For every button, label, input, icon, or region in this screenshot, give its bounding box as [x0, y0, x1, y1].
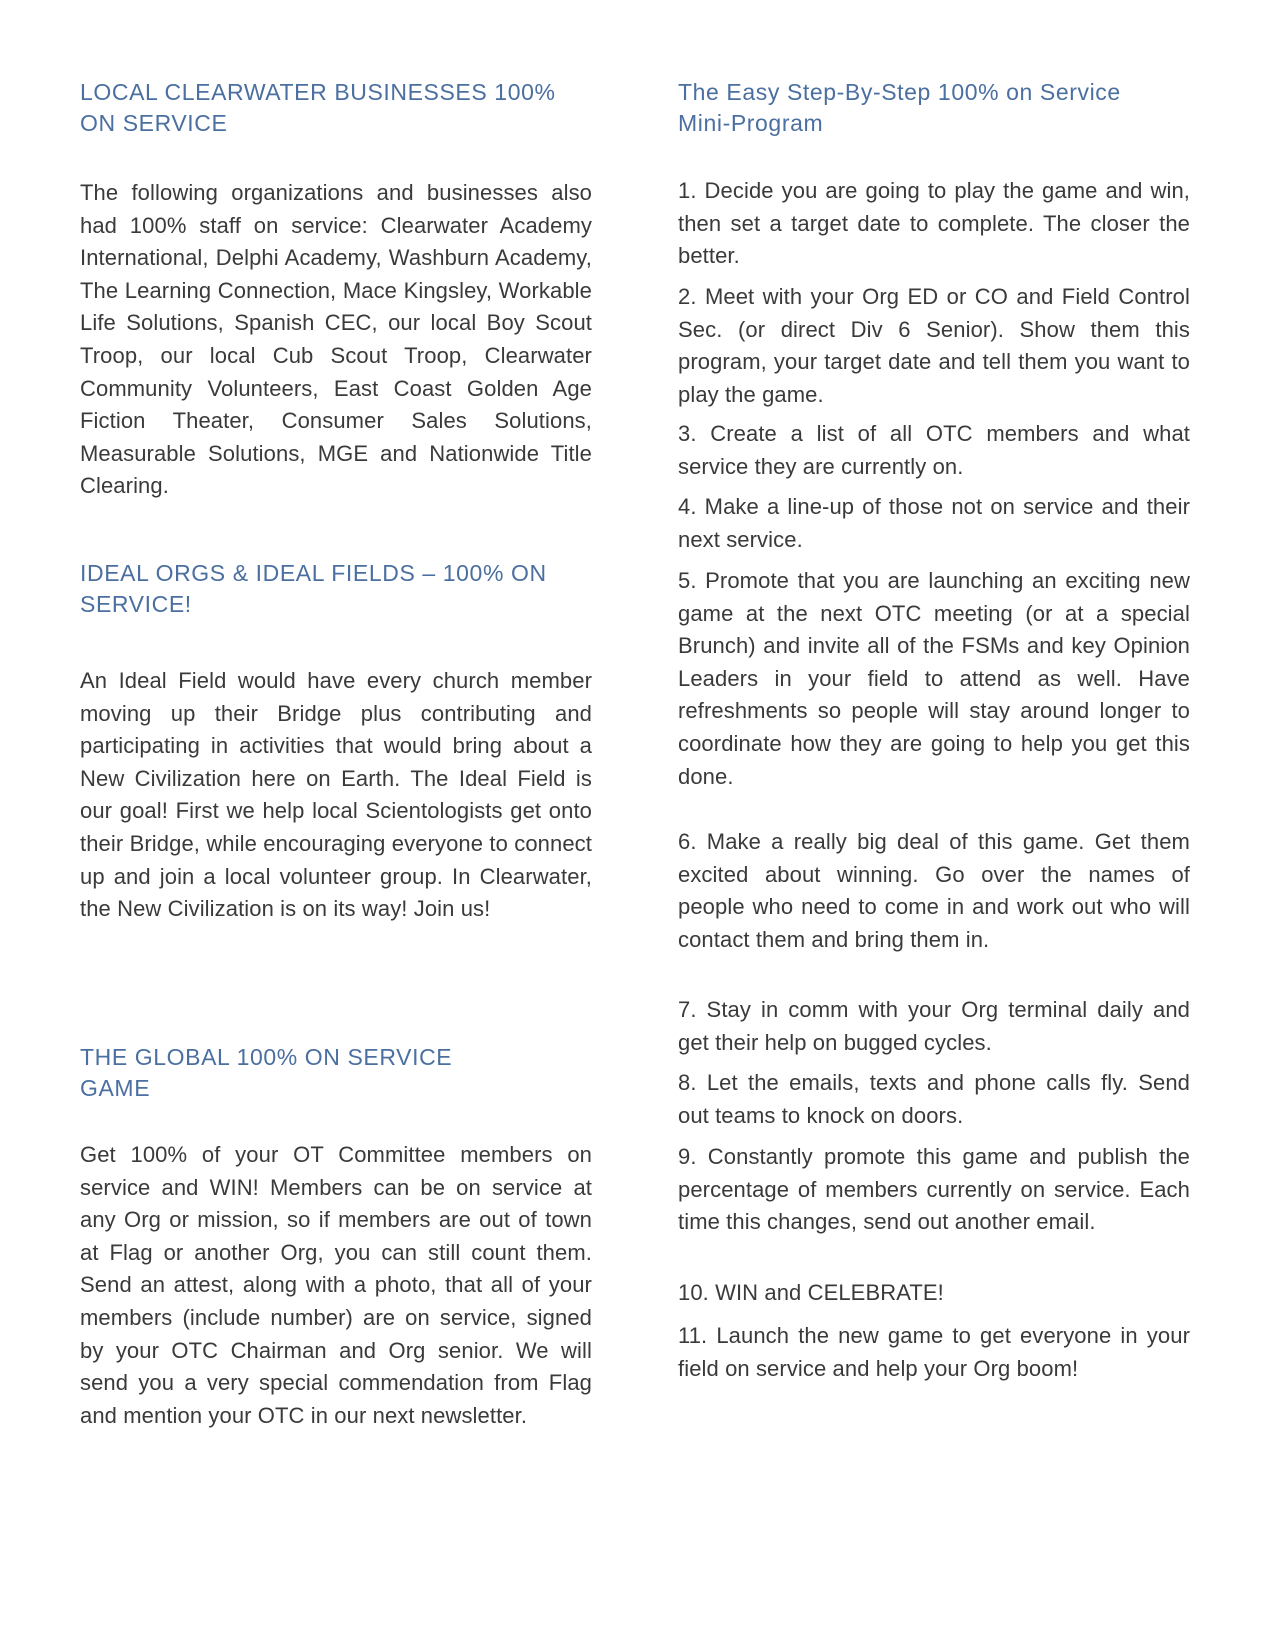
step-item-1: 1. Decide you are going to play the game and win, then set a target date to complete. The closer the better.: [678, 178, 1190, 269]
section-heading-ideal-orgs: IDEAL ORGS & IDEAL FIELDS – 100% ON SERVICE!: [80, 560, 547, 617]
section-heading-global-game: THE GLOBAL 100% ON SERVICE GAME: [80, 1044, 453, 1101]
step-item-5: 5. Promote that you are launching an exciting new game at the next OTC meeting (or at a special Brunch) and invite all of the FSMs and key Opinion Leaders in your field to attend as well. Have refreshments so people will stay around longer to coordinate how they are going to help you get this done.: [678, 568, 1190, 789]
section-body-local-businesses: The following organizations and businesses also had 100% staff on service: Clearwater Academy International, Delphi Academy, Washburn Academy, The Learning Connection, Mace Kingsley, Workable Life Solutions, Spanish CEC, our local Boy Scout Troop, our local Cub Scout Troop, Clearwater Community Volunteers, East Coast Golden Age Fiction Theater, Consumer Sales Solutions, Measurable Solutions, MGE and Nationwide Title Clearing.: [80, 180, 592, 499]
step-item-3: 3. Create a list of all OTC members and what service they are currently on.: [678, 421, 1190, 479]
section-heading-local-businesses: LOCAL CLEARWATER BUSINESSES 100% ON SERVICE: [80, 79, 556, 136]
step-item-8: 8. Let the emails, texts and phone calls fly. Send out teams to knock on doors.: [678, 1070, 1190, 1128]
section-body-ideal-orgs: An Ideal Field would have every church member moving up their Bridge plus contributing and participating in activities that would bring about a New Civilization here on Earth. The Ideal Field is our goal! First we help local Scientologists get onto their Bridge, while encouraging everyone to connect up and join a local volunteer group. In Clearwater, the New Civilization is on its way! Join us!: [80, 668, 592, 922]
step-item-2: 2. Meet with your Org ED or CO and Field Control Sec. (or direct Div 6 Senior). Show them this program, your target date and tell them you want to play the game.: [678, 284, 1190, 407]
step-item-11: 11. Launch the new game to get everyone in your field on service and help your Org boom!: [678, 1323, 1190, 1381]
section-body-global-game: Get 100% of your OT Committee members on service and WIN! Members can be on service at any Org or mission, so if members are out of town at Flag or another Org, you can still count them. Send an attest, along with a photo, that all of your members (include number) are on service, signed by your OTC Chairman and Org senior. We will send you a very special commendation from Flag and mention your OTC in our next newsletter.: [80, 1142, 592, 1428]
mini-program-heading: The Easy Step-By-Step 100% on Service Mini-Program: [678, 79, 1121, 136]
step-item-9: 9. Constantly promote this game and publish the percentage of members currently on service. Each time this changes, send out another email.: [678, 1144, 1190, 1235]
step-item-10: 10. WIN and CELEBRATE!: [678, 1280, 944, 1305]
step-item-6: 6. Make a really big deal of this game. Get them excited about winning. Go over the names of people who need to come in and work out who will contact them and bring them in.: [678, 829, 1190, 952]
step-item-7: 7. Stay in comm with your Org terminal daily and get their help on bugged cycles.: [678, 997, 1190, 1055]
step-item-4: 4. Make a line-up of those not on service and their next service.: [678, 494, 1190, 552]
